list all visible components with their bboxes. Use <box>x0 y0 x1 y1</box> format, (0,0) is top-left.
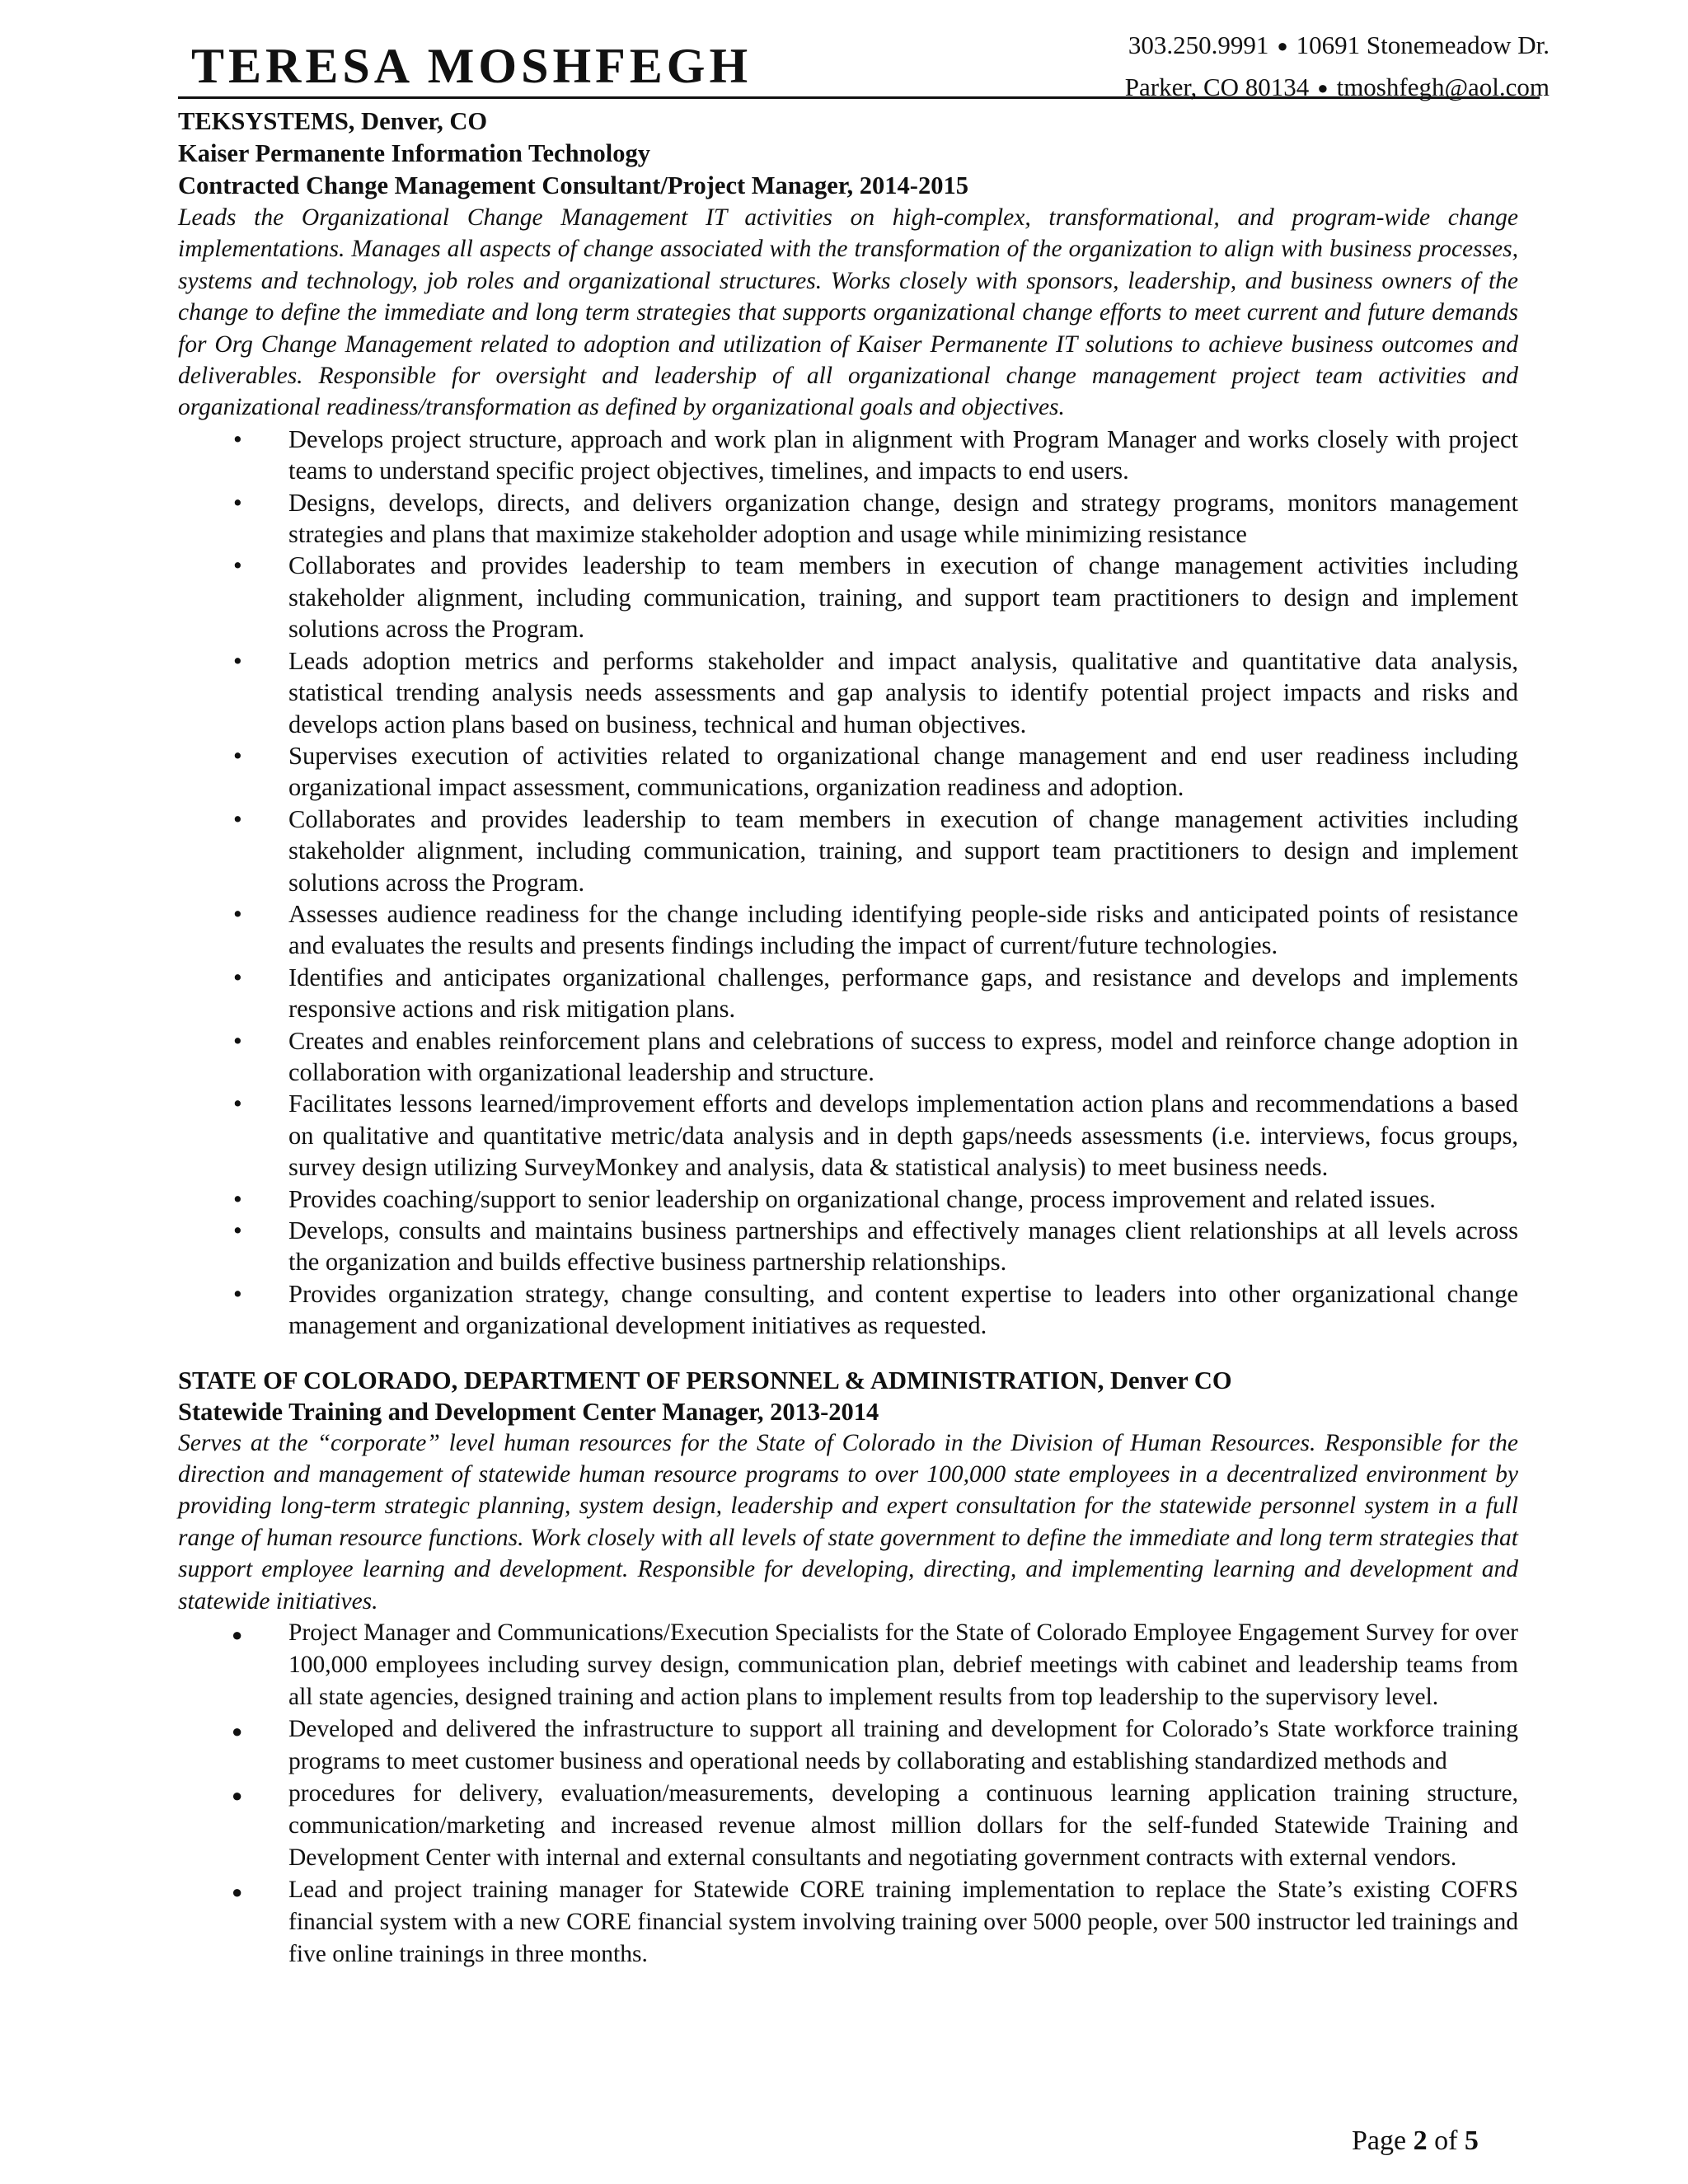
company-name: TEKSYSTEMS, Denver, CO <box>178 107 488 135</box>
list-item: • Designs, develops, directs, and delivers organization change, design and strategy programs, monitors management strategies and plans that maximize stakeholder adoption and usage while minimizing resistance <box>233 488 1518 549</box>
candidate-name: TERESA MOSHFEGH <box>191 39 753 93</box>
bullet-icon: • <box>233 1279 242 1308</box>
bullet-icon: • <box>233 1026 242 1055</box>
list-item: • Identifies and anticipates organizational challenges, performance gaps, and resistance and develops and implements responsive actions and risk mitigation plans. <box>233 963 1518 1024</box>
street-address: 10691 Stonemeadow Dr. <box>1296 30 1550 59</box>
section-spacer <box>178 1342 1518 1365</box>
bullet-icon: • <box>233 1184 242 1213</box>
list-item: ● Developed and delivered the infrastructure to support all training and development for Colorado’s State workforce training programs to meet customer business and operational needs by collaborating and establishing standardized methods and <box>232 1716 1518 1775</box>
contact-line-1 <box>973 25 1550 67</box>
list-item: • Creates and enables reinforcement plans and celebrations of success to express, model and reinforce change adoption in collaboration with organizational leadership and structure. <box>233 1026 1518 1086</box>
bullet-icon: • <box>233 551 242 580</box>
job-title: Statewide Training and Development Center Manager, 2013-2014 <box>178 1397 879 1426</box>
job-description: Leads the Organizational Change Management IT activities on high-complex, transformational, and program-wide change implementations. Manages all aspects of change associated with the transformation of the organization to align with business processes, systems and technology, job roles and organizational structures. Works closely with sponsors, leadership, and business owners of the change to define the immediate and long term strategies that supports organizational change efforts to meet current and future demands for Org Change Management related to adoption and utilization of Kaiser Permanente IT solutions to achieve business outcomes and deliverables. Responsible for oversight and leadership of all organizational change management project team activities and organizational readiness/transformation as defined by organizational goals and objectives. <box>178 204 1518 421</box>
bullet-icon: • <box>233 741 242 770</box>
bullet-icon: • <box>233 804 242 833</box>
bullet-icon: • <box>233 899 242 928</box>
job-state-of-colorado <box>178 1365 1518 1971</box>
bullet-icon: • <box>233 1216 242 1244</box>
bullet-icon: • <box>233 424 242 453</box>
list-item: • Provides organization strategy, change consulting, and content expertise to leaders into other organizational change management and organizational development initiatives as requested. <box>233 1279 1518 1340</box>
header-divider <box>178 96 1540 99</box>
contact-line-2 <box>973 67 1550 109</box>
list-item: ● Lead and project training manager for Statewide CORE training implementation to replace the State’s existing COFRS financial system with a new CORE financial system involving training over 5000 people, over 500 instructor led trainings and five online trainings in three months. <box>232 1877 1518 1968</box>
job-title: Contracted Change Management Consultant/Project Manager, 2014-2015 <box>178 171 968 199</box>
page-number: Page 2 of 5 <box>1352 2125 1479 2156</box>
list-item: • Facilitates lessons learned/improvement efforts and develops implementation action plans and recommendations a based on qualitative and quantitative metric/data analysis and in depth gaps/needs assessments (i.e. interviews, focus groups, survey design utilizing SurveyMonkey and analysis, data & statistical analysis) to meet business needs. <box>233 1090 1518 1182</box>
list-item: • Assesses audience readiness for the change including identifying people-side risks and anticipated points of resistance and evaluates the results and presents findings including the impact of current/future technologies. <box>233 899 1518 960</box>
client-name: Kaiser Permanente Information Technology <box>178 139 650 167</box>
list-item: • Leads adoption metrics and performs stakeholder and impact analysis, qualitative and quantitative data analysis, statistical trending analysis needs assessments and gap analysis to identify potential project impacts and risks and develops action plans based on business, technical and human objectives. <box>233 646 1518 738</box>
list-item: • Provides coaching/support to senior leadership on organizational change, process improvement and related issues. <box>178 1183 1518 1215</box>
job-teksystems <box>178 105 1518 1342</box>
list-item: • Collaborates and provides leadership to team members in execution of change management activities including stakeholder alignment, including communication, training, and support team practitioners to design and implement solutions across the Program. <box>233 551 1518 644</box>
list-item: • Develops project structure, approach and work plan in alignment with Program Manager and works closely with project teams to understand specific project objectives, timelines, and impacts to end users. <box>233 424 1518 485</box>
list-item: ● Project Manager and Communications/Execution Specialists for the State of Colorado Employee Engagement Survey for over 100,000 employees including survey design, communication plan, debrief meetings with cabinet and leadership teams from all state agencies, designed training and action plans to implement results from top leadership to the supervisory level. <box>232 1619 1518 1711</box>
list-item: • Develops, consults and maintains business partnerships and effectively manages client relationships at all levels across the organization and builds effective business partnership relationships. <box>233 1216 1518 1277</box>
list-item: ● procedures for delivery, evaluation/measurements, developing a continuous learning application training structure, communication/marketing and increased revenue almost million dollars for the self-funded Statewide Training and Development Center with internal and external consultants and negotiating government contracts with external vendors. <box>232 1780 1518 1872</box>
bullet-icon: • <box>233 646 242 675</box>
company-name: STATE OF COLORADO, DEPARTMENT OF PERSONNEL & ADMINISTRATION, Denver CO <box>178 1366 1232 1394</box>
job-description: Serves at the “corporate” level human resources for the State of Colorado in the Division of Human Resources. Responsible for the direction and management of statewide human resource programs to over 100,000 state employees in a decentralized environment by providing long-term strategic planning, system design, leadership and expert consultation for the statewide personnel system in a full range of human resource functions. Work closely with all levels of state government to define the immediate and long term strategies that support employee learning and development. Responsible for developing, directing, and implementing learning and development and statewide initiatives. <box>178 1429 1518 1615</box>
email: tmoshfegh@aol.com <box>1336 73 1550 101</box>
bullet-icon: ● <box>1277 35 1288 56</box>
responsibility-list <box>178 424 1518 1342</box>
phone: 303.250.9991 <box>1128 30 1269 59</box>
bullet-icon: ● <box>1317 77 1329 98</box>
list-item: • Supervises execution of activities related to organizational change management and end user readiness including organizational impact assessment, communications, organization readiness and adoption. <box>233 741 1518 802</box>
resume-content <box>178 105 1518 1971</box>
bullet-icon: ● <box>232 1721 243 1742</box>
list-item: • Collaborates and provides leadership to team members in execution of change management activities including stakeholder alignment, including communication, training, and support team practitioners to design and implement solutions across the Program. <box>233 804 1518 897</box>
responsibility-list <box>178 1617 1518 1971</box>
bullet-icon: • <box>233 963 242 991</box>
bullet-icon: ● <box>232 1785 243 1807</box>
bullet-icon: ● <box>232 1624 243 1646</box>
bullet-icon: • <box>233 488 242 517</box>
bullet-icon: • <box>233 1090 242 1118</box>
city-state-zip: Parker, CO 80134 <box>1124 73 1310 101</box>
bullet-icon: ● <box>232 1882 243 1903</box>
